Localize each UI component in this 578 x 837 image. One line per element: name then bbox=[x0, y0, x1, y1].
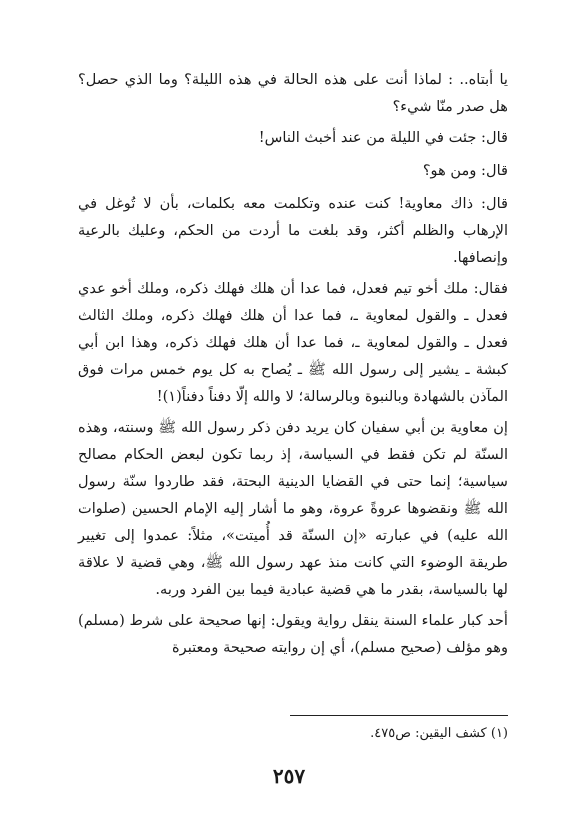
paragraph-1: يا أبتاه.. : لماذا أنت على هذه الحالة في هذه الليلة؟ وما الذي حصل؟ هل صدر منّا شيء؟ bbox=[78, 71, 508, 115]
paragraph-7: أحد كبار علماء السنة ينقل رواية ويقول: إنها صحيحة على شرط (مسلم) وهو مؤلف (صحيح مسلم)، أي إن روايته صحيحة ومعتبرة bbox=[78, 612, 508, 656]
paragraph-2: قال: جئت في الليلة من عند أخبث الناس! bbox=[258, 129, 508, 146]
footnote-divider bbox=[290, 715, 508, 716]
body-text bbox=[78, 66, 508, 665]
paragraph-4: قال: ذاك معاوية! كنت عنده وتكلمت معه بكلمات، بأن لا تُوغل في الإرهاب والظلم أكثر، وقد بلغت ما أردت من الحكم، وعليك بالرعية وإنصافها. bbox=[78, 195, 508, 266]
paragraph-5: فقال: ملك أخو تيم فعدل، فما عدا أن هلك فهلك ذكره، وملك أخو عدي فعدل ـ والقول لمعاوية ـ، فما عدا أن هلك فهلك ذكره، وملك الثالث فعدل ـ والقول لمعاوية ـ، فما عدا أن هلك فهلك ذكره، وهذا ابن أبي كبشة ـ يشير إلى رسول الله ﷺ ـ يُصاح به كل يوم خمس مرات فوق المآذن بالشهادة وبالنبوة وبالرسالة؛ لا والله إلّا دفناً دفناً(١)! bbox=[78, 280, 508, 405]
footnote: (١) كشف اليقين: ص٤٧٥. bbox=[370, 726, 508, 741]
paragraph-3: قال: ومن هو؟ bbox=[422, 162, 508, 179]
paragraph-6: إن معاوية بن أبي سفيان كان يريد دفن ذكر رسول الله ﷺ وسنته، وهذه السنّة لم تكن فقط في السياسة، إذ ربما تكون لبعض الحكام مصالح سياسية؛ إنما حتى في القضايا الدينية البحتة، فقد طاردوا سنّة رسول الله ﷺ ونقضوها عروةً عروة، وهو ما أشار إليه الإمام الحسين (صلوات الله عليه) في عبارته «إن السنّة قد أُميتت»، مثلاً: عمدوا إلى تغيير طريقة الوضوء التي كانت منذ عهد رسول الله ﷺ، وهي قضية لا علاقة لها بالسياسة، بقدر ما هي قضية عبادية فيما بين الفرد وربه. bbox=[78, 419, 508, 598]
page-number: ٢٥٧ bbox=[272, 764, 306, 788]
